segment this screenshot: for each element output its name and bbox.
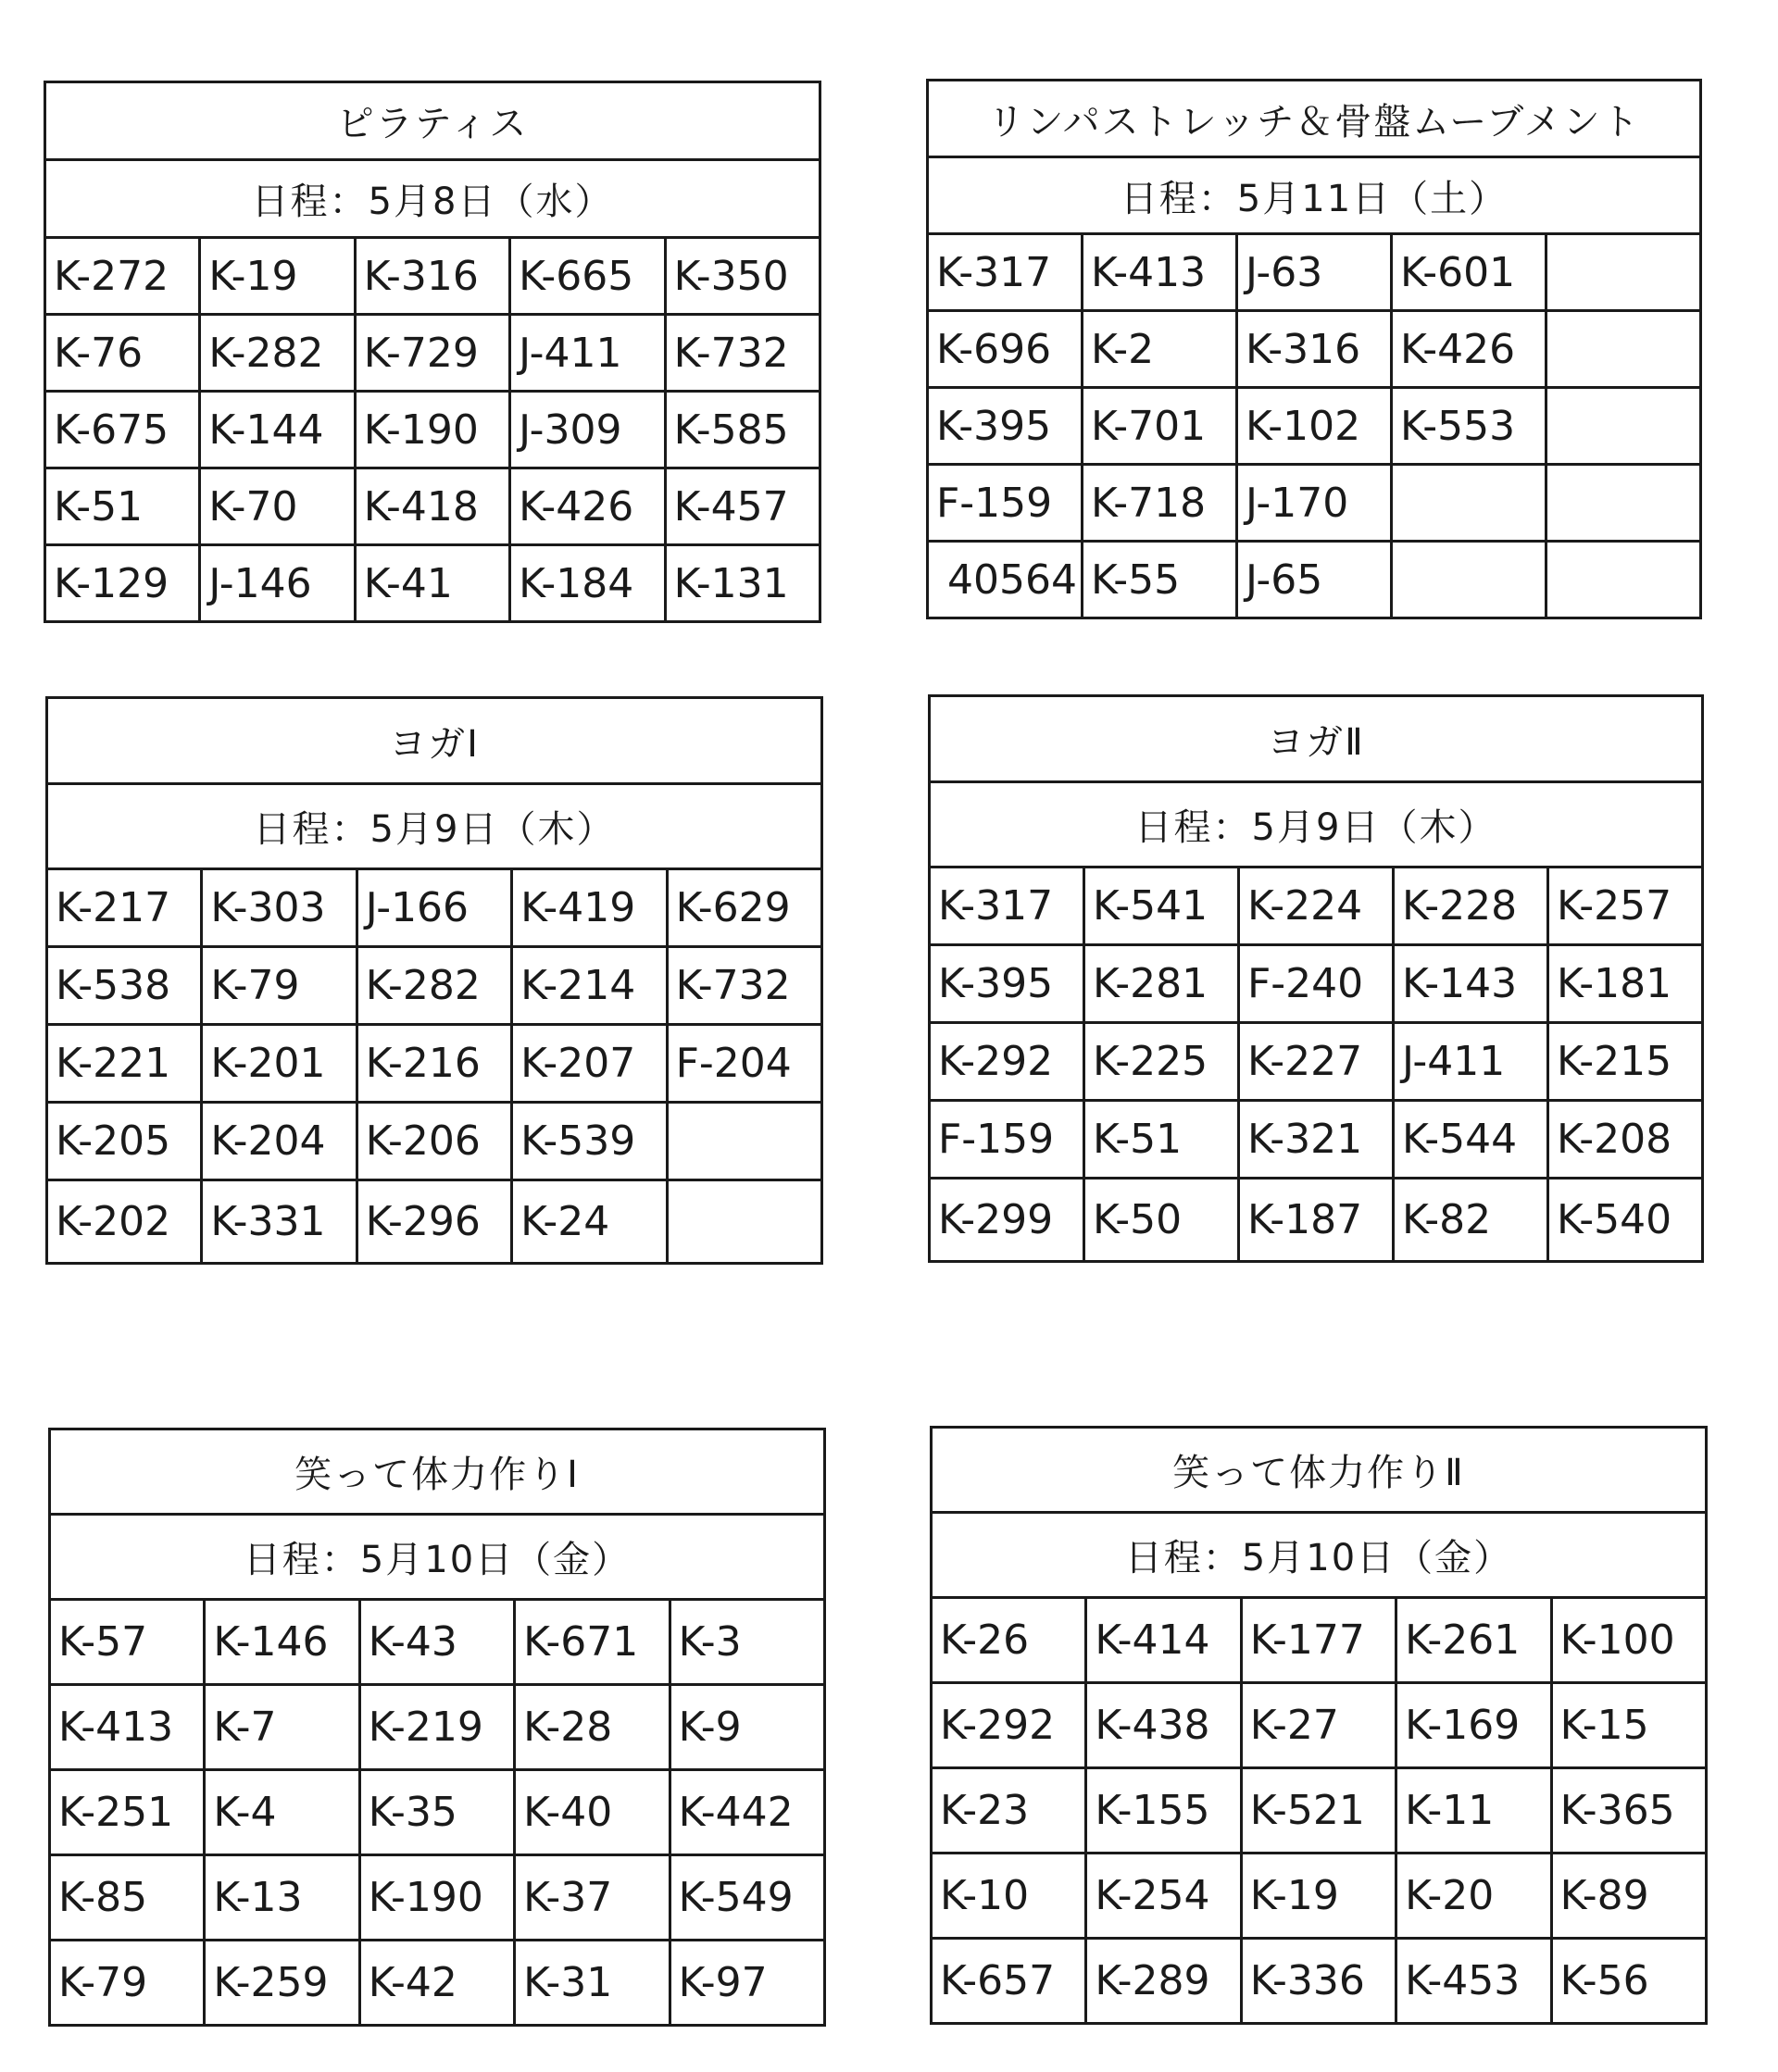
member-id-cell: K-601 bbox=[1392, 234, 1546, 311]
member-id-cell: K-541 bbox=[1084, 867, 1239, 945]
member-id-cell: K-51 bbox=[1084, 1101, 1239, 1179]
member-id-cell: K-282 bbox=[200, 315, 355, 392]
member-id-cell: K-82 bbox=[1394, 1179, 1548, 1262]
member-id-cell: K-729 bbox=[355, 315, 509, 392]
table-date: 日程：5月10日（金） bbox=[50, 1515, 825, 1600]
member-id-cell: F-240 bbox=[1239, 945, 1394, 1023]
member-id-cell: K-215 bbox=[1548, 1023, 1703, 1101]
empty-cell bbox=[1546, 311, 1701, 388]
table-date: 日程：5月9日（木） bbox=[930, 782, 1703, 867]
member-id-cell: K-100 bbox=[1551, 1598, 1706, 1683]
member-id-cell: K-657 bbox=[932, 1939, 1086, 2024]
member-id-cell: K-169 bbox=[1396, 1683, 1551, 1768]
table-title: ヨガⅠ bbox=[47, 698, 822, 784]
member-id-cell: K-261 bbox=[1396, 1598, 1551, 1683]
empty-cell bbox=[1392, 542, 1546, 618]
member-id-cell: K-701 bbox=[1083, 388, 1237, 465]
member-id-cell: K-207 bbox=[512, 1025, 667, 1103]
member-id-cell: K-251 bbox=[50, 1770, 205, 1855]
table-title: 笑って体力作りⅡ bbox=[932, 1428, 1707, 1513]
member-id-cell: K-201 bbox=[202, 1025, 357, 1103]
member-id-cell: K-13 bbox=[205, 1855, 359, 1941]
member-id-cell: 40564 bbox=[928, 542, 1083, 618]
member-id-cell: K-190 bbox=[355, 392, 509, 468]
table-title: リンパストレッチ＆骨盤ムーブメント bbox=[928, 81, 1701, 157]
member-id-cell: K-365 bbox=[1551, 1768, 1706, 1854]
empty-cell bbox=[667, 1180, 821, 1264]
member-id-cell: K-539 bbox=[512, 1103, 667, 1180]
member-id-cell: K-208 bbox=[1548, 1101, 1703, 1179]
member-id-cell: K-553 bbox=[1392, 388, 1546, 465]
schedule-table-lymph-stretch bbox=[926, 79, 1702, 619]
member-id-cell: K-538 bbox=[47, 947, 202, 1025]
member-id-cell: K-221 bbox=[47, 1025, 202, 1103]
member-id-cell: K-37 bbox=[515, 1855, 670, 1941]
member-id-cell: K-442 bbox=[670, 1770, 824, 1855]
member-id-cell: K-202 bbox=[47, 1180, 202, 1264]
member-id-cell: K-7 bbox=[205, 1685, 359, 1770]
member-id-cell: K-413 bbox=[50, 1685, 205, 1770]
member-id-cell: K-184 bbox=[510, 545, 665, 622]
schedule-table-yoga-2 bbox=[928, 694, 1704, 1263]
member-id-cell: K-129 bbox=[45, 545, 200, 622]
member-id-cell: K-205 bbox=[47, 1103, 202, 1180]
member-id-cell: K-350 bbox=[665, 238, 820, 315]
member-id-cell: K-10 bbox=[932, 1854, 1086, 1939]
member-id-cell: K-457 bbox=[665, 468, 820, 545]
member-id-cell: K-26 bbox=[932, 1598, 1086, 1683]
member-id-cell: J-309 bbox=[510, 392, 665, 468]
empty-cell bbox=[667, 1103, 821, 1180]
member-id-cell: K-419 bbox=[512, 869, 667, 947]
member-id-cell: K-732 bbox=[667, 947, 821, 1025]
member-id-cell: K-426 bbox=[510, 468, 665, 545]
member-id-cell: K-336 bbox=[1241, 1939, 1396, 2024]
member-id-cell: K-292 bbox=[932, 1683, 1086, 1768]
member-id-cell: F-159 bbox=[930, 1101, 1084, 1179]
member-id-cell: K-206 bbox=[357, 1103, 511, 1180]
member-id-cell: K-227 bbox=[1239, 1023, 1394, 1101]
member-id-cell: K-317 bbox=[930, 867, 1084, 945]
member-id-cell: K-187 bbox=[1239, 1179, 1394, 1262]
member-id-cell: K-544 bbox=[1394, 1101, 1548, 1179]
member-id-cell: K-155 bbox=[1086, 1768, 1241, 1854]
member-id-cell: K-414 bbox=[1086, 1598, 1241, 1683]
member-id-cell: K-3 bbox=[670, 1600, 824, 1685]
member-id-cell: K-70 bbox=[200, 468, 355, 545]
member-id-cell: K-190 bbox=[359, 1855, 514, 1941]
member-id-cell: K-57 bbox=[50, 1600, 205, 1685]
member-id-cell: K-549 bbox=[670, 1855, 824, 1941]
table-date: 日程：5月10日（金） bbox=[932, 1513, 1707, 1598]
member-id-cell: K-40 bbox=[515, 1770, 670, 1855]
member-id-cell: K-321 bbox=[1239, 1101, 1394, 1179]
member-id-cell: K-217 bbox=[47, 869, 202, 947]
member-id-cell: K-50 bbox=[1084, 1179, 1239, 1262]
member-id-cell: K-28 bbox=[515, 1685, 670, 1770]
member-id-cell: K-521 bbox=[1241, 1768, 1396, 1854]
schedule-table-laugh-fitness-1 bbox=[48, 1428, 826, 2027]
member-id-cell: K-732 bbox=[665, 315, 820, 392]
member-id-cell: K-303 bbox=[202, 869, 357, 947]
member-id-cell: K-281 bbox=[1084, 945, 1239, 1023]
member-id-cell: K-292 bbox=[930, 1023, 1084, 1101]
member-id-cell: K-282 bbox=[357, 947, 511, 1025]
member-id-cell: K-23 bbox=[932, 1768, 1086, 1854]
member-id-cell: K-413 bbox=[1083, 234, 1237, 311]
member-id-cell: K-24 bbox=[512, 1180, 667, 1264]
member-id-cell: K-272 bbox=[45, 238, 200, 315]
table-date: 日程：5月9日（木） bbox=[47, 784, 822, 869]
member-id-cell: J-65 bbox=[1237, 542, 1392, 618]
member-id-cell: K-331 bbox=[202, 1180, 357, 1264]
member-id-cell: K-316 bbox=[355, 238, 509, 315]
empty-cell bbox=[1392, 465, 1546, 542]
member-id-cell: K-97 bbox=[670, 1941, 824, 2026]
member-id-cell: K-55 bbox=[1083, 542, 1237, 618]
member-id-cell: K-228 bbox=[1394, 867, 1548, 945]
member-id-cell: K-453 bbox=[1396, 1939, 1551, 2024]
member-id-cell: K-317 bbox=[928, 234, 1083, 311]
member-id-cell: K-225 bbox=[1084, 1023, 1239, 1101]
member-id-cell: K-76 bbox=[45, 315, 200, 392]
member-id-cell: K-299 bbox=[930, 1179, 1084, 1262]
member-id-cell: K-395 bbox=[930, 945, 1084, 1023]
member-id-cell: K-426 bbox=[1392, 311, 1546, 388]
member-id-cell: K-89 bbox=[1551, 1854, 1706, 1939]
member-id-cell: F-204 bbox=[667, 1025, 821, 1103]
member-id-cell: K-395 bbox=[928, 388, 1083, 465]
member-id-cell: K-43 bbox=[359, 1600, 514, 1685]
member-id-cell: K-259 bbox=[205, 1941, 359, 2026]
empty-cell bbox=[1546, 542, 1701, 618]
schedule-table-laugh-fitness-2 bbox=[930, 1426, 1708, 2025]
member-id-cell: K-144 bbox=[200, 392, 355, 468]
schedule-table-yoga-1 bbox=[45, 696, 823, 1265]
member-id-cell: J-170 bbox=[1237, 465, 1392, 542]
member-id-cell: K-438 bbox=[1086, 1683, 1241, 1768]
member-id-cell: K-19 bbox=[200, 238, 355, 315]
member-id-cell: K-177 bbox=[1241, 1598, 1396, 1683]
member-id-cell: K-56 bbox=[1551, 1939, 1706, 2024]
member-id-cell: K-31 bbox=[515, 1941, 670, 2026]
member-id-cell: K-219 bbox=[359, 1685, 514, 1770]
member-id-cell: K-143 bbox=[1394, 945, 1548, 1023]
member-id-cell: K-718 bbox=[1083, 465, 1237, 542]
member-id-cell: K-11 bbox=[1396, 1768, 1551, 1854]
empty-cell bbox=[1546, 465, 1701, 542]
member-id-cell: K-181 bbox=[1548, 945, 1703, 1023]
member-id-cell: K-51 bbox=[45, 468, 200, 545]
member-id-cell: K-671 bbox=[515, 1600, 670, 1685]
member-id-cell: K-418 bbox=[355, 468, 509, 545]
member-id-cell: K-665 bbox=[510, 238, 665, 315]
table-date: 日程：5月8日（水） bbox=[45, 160, 820, 238]
member-id-cell: K-296 bbox=[357, 1180, 511, 1264]
table-date: 日程：5月11日（土） bbox=[928, 157, 1701, 234]
member-id-cell: K-2 bbox=[1083, 311, 1237, 388]
member-id-cell: K-585 bbox=[665, 392, 820, 468]
member-id-cell: K-4 bbox=[205, 1770, 359, 1855]
table-title: ヨガⅡ bbox=[930, 696, 1703, 782]
member-id-cell: K-19 bbox=[1241, 1854, 1396, 1939]
member-id-cell: K-27 bbox=[1241, 1683, 1396, 1768]
empty-cell bbox=[1546, 234, 1701, 311]
member-id-cell: F-159 bbox=[928, 465, 1083, 542]
member-id-cell: K-15 bbox=[1551, 1683, 1706, 1768]
member-id-cell: K-79 bbox=[202, 947, 357, 1025]
member-id-cell: K-41 bbox=[355, 545, 509, 622]
member-id-cell: K-254 bbox=[1086, 1854, 1241, 1939]
member-id-cell: J-146 bbox=[200, 545, 355, 622]
member-id-cell: J-63 bbox=[1237, 234, 1392, 311]
member-id-cell: K-696 bbox=[928, 311, 1083, 388]
member-id-cell: K-204 bbox=[202, 1103, 357, 1180]
member-id-cell: J-411 bbox=[1394, 1023, 1548, 1101]
member-id-cell: K-102 bbox=[1237, 388, 1392, 465]
member-id-cell: K-540 bbox=[1548, 1179, 1703, 1262]
member-id-cell: K-85 bbox=[50, 1855, 205, 1941]
empty-cell bbox=[1546, 388, 1701, 465]
member-id-cell: K-9 bbox=[670, 1685, 824, 1770]
member-id-cell: K-35 bbox=[359, 1770, 514, 1855]
table-title: ピラティス bbox=[45, 82, 820, 160]
member-id-cell: K-289 bbox=[1086, 1939, 1241, 2024]
member-id-cell: J-411 bbox=[510, 315, 665, 392]
member-id-cell: K-42 bbox=[359, 1941, 514, 2026]
member-id-cell: K-79 bbox=[50, 1941, 205, 2026]
member-id-cell: K-216 bbox=[357, 1025, 511, 1103]
member-id-cell: K-146 bbox=[205, 1600, 359, 1685]
member-id-cell: K-214 bbox=[512, 947, 667, 1025]
member-id-cell: K-629 bbox=[667, 869, 821, 947]
member-id-cell: K-316 bbox=[1237, 311, 1392, 388]
member-id-cell: K-131 bbox=[665, 545, 820, 622]
member-id-cell: K-675 bbox=[45, 392, 200, 468]
member-id-cell: K-224 bbox=[1239, 867, 1394, 945]
member-id-cell: K-20 bbox=[1396, 1854, 1551, 1939]
member-id-cell: J-166 bbox=[357, 869, 511, 947]
member-id-cell: K-257 bbox=[1548, 867, 1703, 945]
table-title: 笑って体力作りⅠ bbox=[50, 1429, 825, 1515]
schedule-table-pilates bbox=[44, 81, 821, 623]
